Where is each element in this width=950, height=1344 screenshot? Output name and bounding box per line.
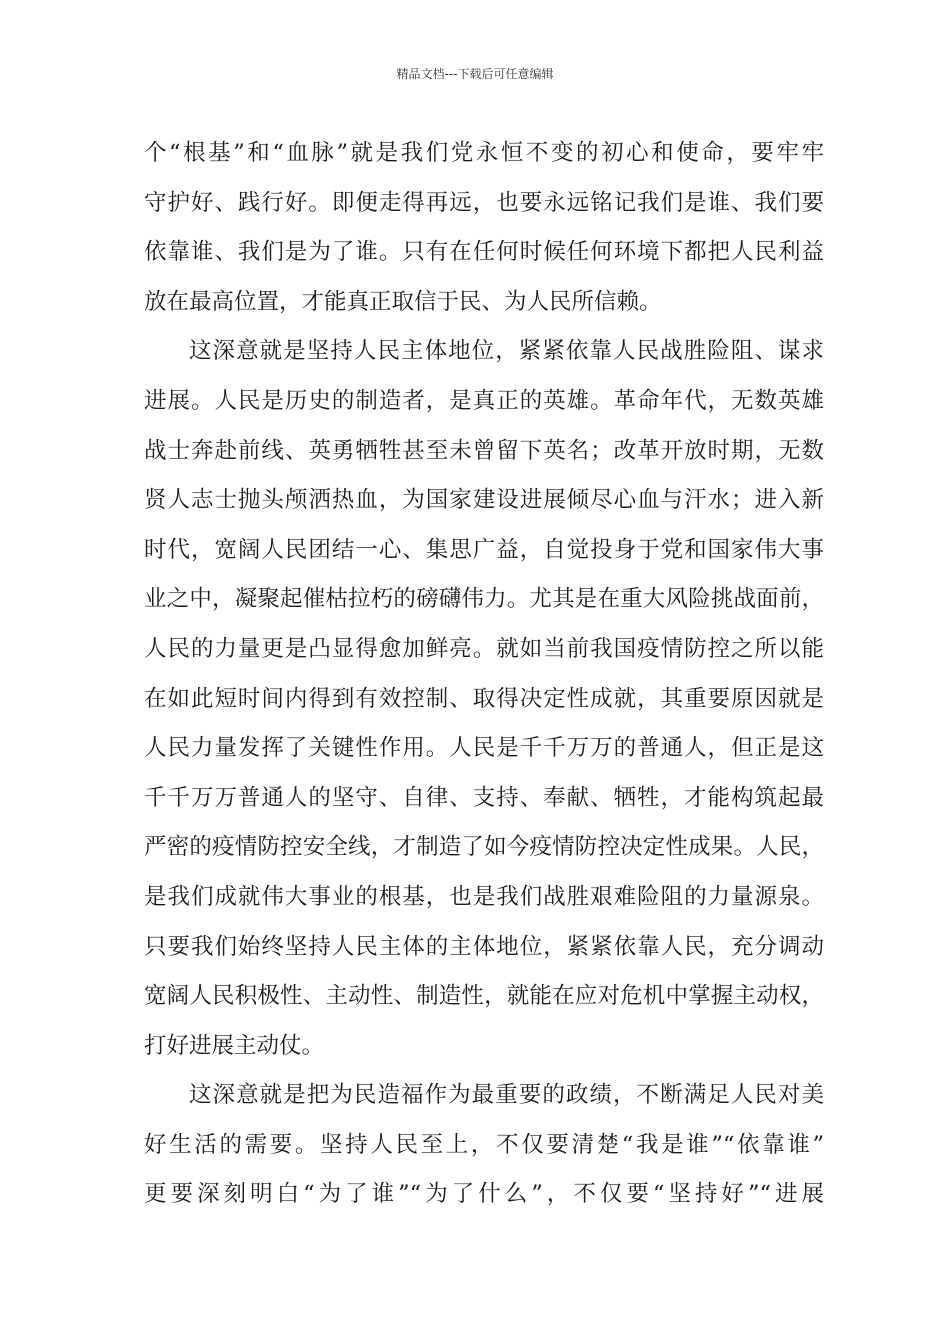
text-line: 更要深刻明白“为了谁”“为了什么”，不仅要“坚持好”“进展 <box>144 1181 824 1208</box>
text-line: 依靠谁、我们是为了谁。只有在任何时候任何环境下都把人民利益 <box>144 239 824 266</box>
text-line: 守护好、践行好。即便走得再远，也要永远铭记我们是谁、我们要 <box>144 189 824 216</box>
document-body <box>144 129 824 1220</box>
text-line: 进展。人民是历史的制造者，是真正的英雄。革命年代，无数英雄 <box>144 387 824 414</box>
text-line: 业之中，凝聚起催枯拉朽的磅礴伟力。尤其是在重大风险挑战面前， <box>144 586 824 613</box>
text-line: 人民的力量更是凸显得愈加鲜亮。就如当前我国疫情防控之所以能 <box>144 635 824 662</box>
text-line: 放在最高位置，才能真正取信于民、为人民所信赖。 <box>144 288 662 315</box>
text-line: 这深意就是坚持人民主体地位，紧紧依靠人民战胜险阻、谋求 <box>189 338 824 365</box>
text-line: 时代，宽阔人民团结一心、集思广益，自觉投身于党和国家伟大事 <box>144 536 824 563</box>
text-line: 宽阔人民积极性、主动性、制造性，就能在应对危机中掌握主动权， <box>144 983 824 1010</box>
text-line: 个“根基”和“血脉”就是我们党永恒不变的初心和使命，要牢牢 <box>144 140 824 166</box>
text-line: 是我们成就伟大事业的根基，也是我们战胜艰难险阻的力量源泉。 <box>144 883 824 910</box>
text-line: 好生活的需要。坚持人民至上，不仅要清楚“我是谁”“依靠谁” <box>144 1131 824 1158</box>
page-header: 精品文档---下载后可任意编辑 <box>396 67 554 81</box>
text-line: 人民力量发挥了关键性作用。人民是千千万万的普通人，但正是这 <box>144 735 824 762</box>
text-line: 这深意就是把为民造福作为最重要的政绩，不断满足人民对美 <box>189 1082 824 1109</box>
text-line: 战士奔赴前线、英勇牺牲甚至未曾留下英名；改革开放时期，无数 <box>144 437 824 464</box>
text-line: 打好进展主动仗。 <box>144 1032 325 1059</box>
text-line: 在如此短时间内得到有效控制、取得决定性成就，其重要原因就是 <box>144 685 824 712</box>
text-line: 只要我们始终坚持人民主体的主体地位，紧紧依靠人民，充分调动 <box>144 933 824 960</box>
text-line: 千千万万普通人的坚守、自律、支持、奉献、牺牲，才能构筑起最 <box>144 784 824 811</box>
text-line: 严密的疫情防控安全线，才制造了如今疫情防控决定性成果。人民， <box>144 834 824 861</box>
text-line: 贤人志士抛头颅洒热血，为国家建设进展倾尽心血与汗水；进入新 <box>144 487 824 514</box>
